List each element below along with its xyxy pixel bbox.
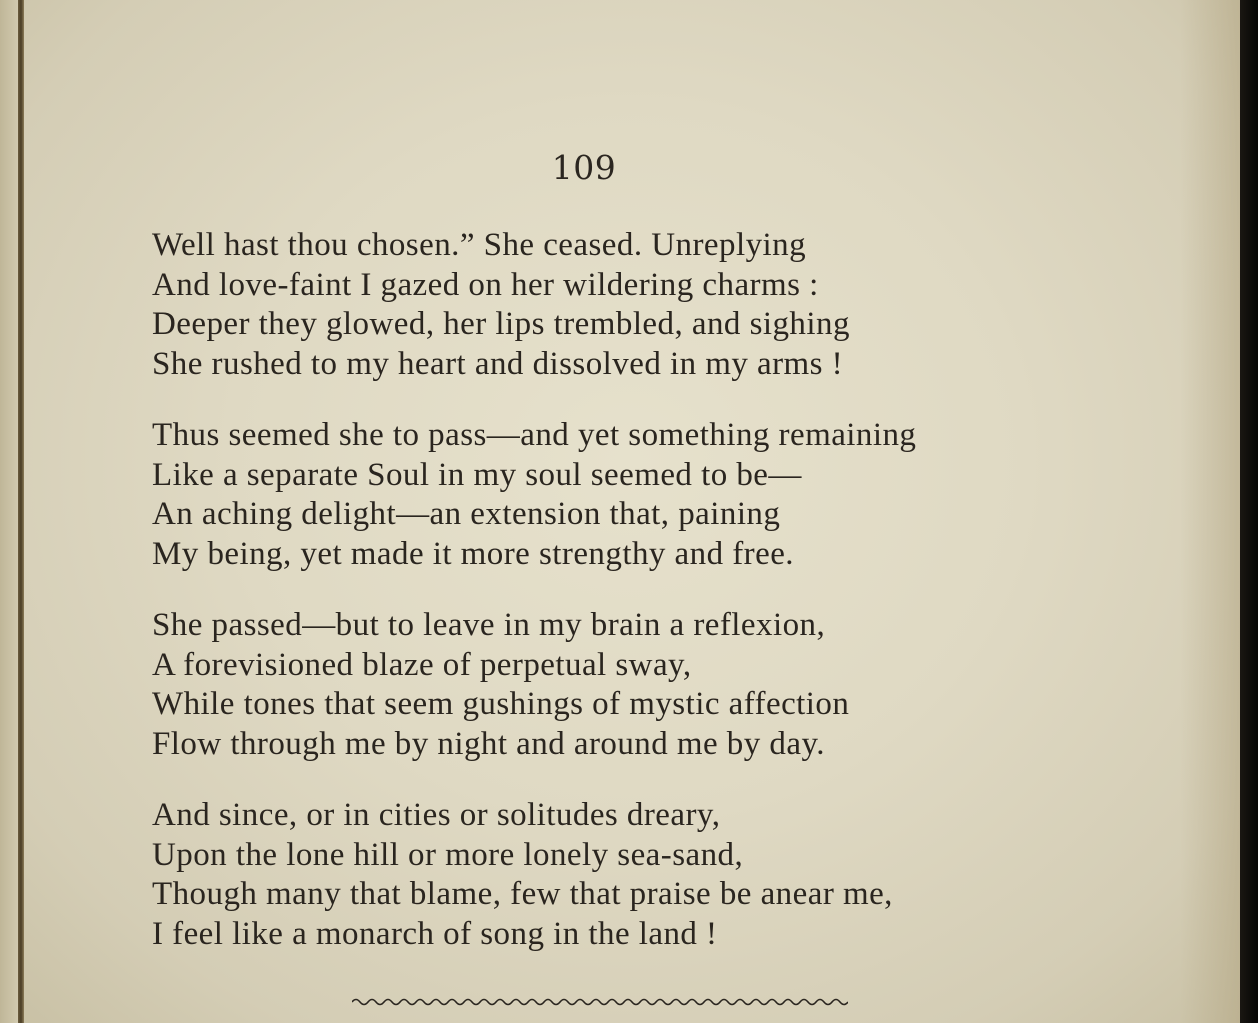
poem-line: Though many that blame, few that praise be anear me, xyxy=(152,876,893,912)
poem-line: I feel like a monarch of song in the land ! xyxy=(152,915,718,952)
stanza-gap xyxy=(152,384,1052,416)
stanza-2 xyxy=(152,416,1052,574)
poem-line: Flow through me by night and around me by day. xyxy=(152,725,825,762)
page-edge-shadow xyxy=(1180,0,1240,1023)
poem-line: Deeper they glowed, her lips trembled, and sighing xyxy=(152,306,850,342)
stanza-4 xyxy=(152,796,1052,954)
page-number: 109 xyxy=(551,148,617,187)
stanza-1 xyxy=(152,226,1052,384)
stanza-gap xyxy=(152,574,1052,606)
poem-line: Like a separate Soul in my soul seemed to be— xyxy=(152,456,802,493)
wavy-rule-ornament xyxy=(352,994,848,1010)
poem-line: A forevisioned blaze of perpetual sway, xyxy=(152,646,692,683)
poem-line: Well hast thou chosen.” She ceased. Unreplying xyxy=(152,227,807,263)
stanza-3 xyxy=(152,606,1052,764)
poem-body xyxy=(152,226,1052,954)
poem-line: Thus seemed she to pass—and yet something remaining xyxy=(152,417,917,453)
poem-line: Upon the lone hill or more lonely sea-sand, xyxy=(152,836,744,873)
wavy-rule-path xyxy=(352,1000,848,1005)
poem-line: She passed—but to leave in my brain a reflexion, xyxy=(152,607,826,643)
stanza-gap xyxy=(152,764,1052,796)
poem-line: While tones that seem gushings of mystic affection xyxy=(152,686,850,722)
poem-line: She rushed to my heart and dissolved in my arms ! xyxy=(152,345,844,382)
poem-line: My being, yet made it more strengthy and free. xyxy=(152,535,795,572)
page-right-edge xyxy=(1240,0,1258,1023)
poem-line: And since, or in cities or solitudes dreary, xyxy=(152,797,721,833)
poem-line: And love-faint I gazed on her wildering charms : xyxy=(152,266,819,303)
poem-line: An aching delight—an extension that, paining xyxy=(152,496,781,532)
